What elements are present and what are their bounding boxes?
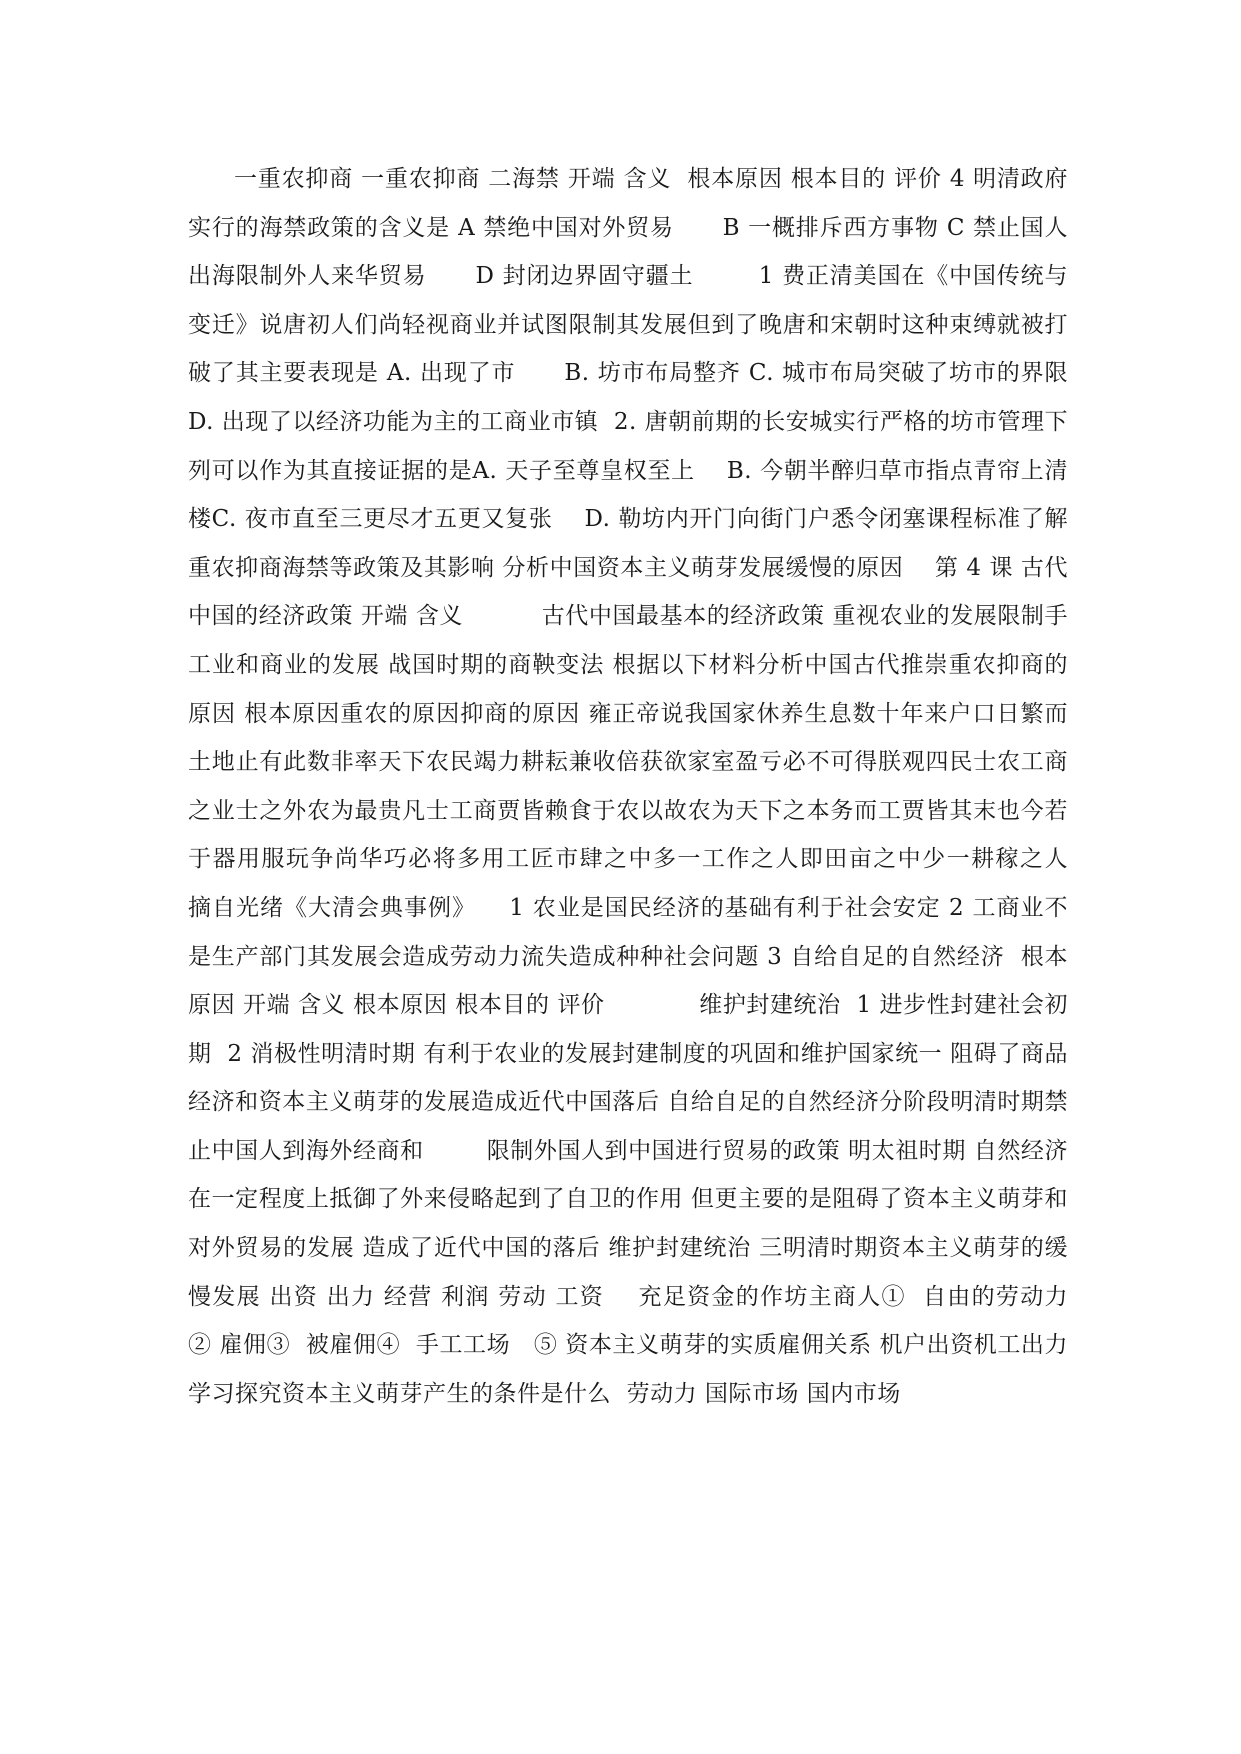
body-paragraph: 一重农抑商 一重农抑商 二海禁 开端 含义 根本原因 根本目的 评价 4 明清政府实行的海禁政策的含义是 A 禁绝中国对外贸易 B 一概排斥西方事物 C 禁止国人出海限制外人来华贸易 D 封闭边界固守疆土 1 费正清美国在《中国传统与变迁》说唐初人们尚轻视商业并试图限制其发展但到了晚唐和宋朝时这种束缚就被打破了其主要表现是 A. 出现了市 B. 坊市布局整齐 C. 城市布局突破了坊市的界限 D. 出现了以经济功能为主的工商业市镇 2. 唐朝前期的长安城实行严格的坊市管理下列可以作为其直接证据的是A. 天子至尊皇权至上 B. 今朝半醉归草市指点青帘上清楼C. 夜市直至三更尽才五更又复张 D. 勒坊内开门向街门户悉令闭塞课程标准了解重农抑商海禁等政策及其影响 分析中国资本主义萌芽发展缓慢的原因 第 4 课 古代中国的经济政策 开端 含义 古代中国最基本的经济政策 重视农业的发展限制手工业和商业的发展 战国时期的商鞅变法 根据以下材料分析中国古代推崇重农抑商的原因 根本原因重农的原因抑商的原因 雍正帝说我国家休养生息数十年来户口日繁而土地止有此数非率天下农民竭力耕耘兼收倍获欲家室盈亏必不可得朕观四民士农工商之业士之外农为最贵凡士工商贾皆赖食于农以故农为天下之本务而工贾皆其末也今若于器用服玩争尚华巧必将多用工匠市肆之中多一工作之人即田亩之中少一耕稼之人 摘自光绪《大清会典事例》 1 农业是国民经济的基础有利于社会安定 2 工商业不是生产部门其发展会造成劳动力流失造成种种社会问题 3 自给自足的自然经济 根本原因 开端 含义 根本原因 根本目的 评价 维护封建统治 1 进步性封建社会初期 2 消极性明清时期 有利于农业的发展封建制度的巩固和维护国家统一 阻碍了商品经济和资本主义萌芽的发展造成近代中国落后 自给自足的自然经济分阶段明清时期禁止中国人到海外经商和 限制外国人到中国进行贸易的政策 明太祖时期 自然经济 在一定程度上抵御了外来侵略起到了自卫的作用 但更主要的是阻碍了资本主义萌芽和对外贸易的发展 造成了近代中国的落后 维护封建统治 三明清时期资本主义萌芽的缓慢发展 出资 出力 经营 利润 劳动 工资 充足资金的作坊主商人① 自由的劳动力 ② 雇佣③ 被雇佣④ 手工工场 ⑤ 资本主义萌芽的实质雇佣关系 机户出资机工出力 学习探究资本主义萌芽产生的条件是什么 劳动力 国际市场 国内市场 (188, 166, 1147, 1407)
